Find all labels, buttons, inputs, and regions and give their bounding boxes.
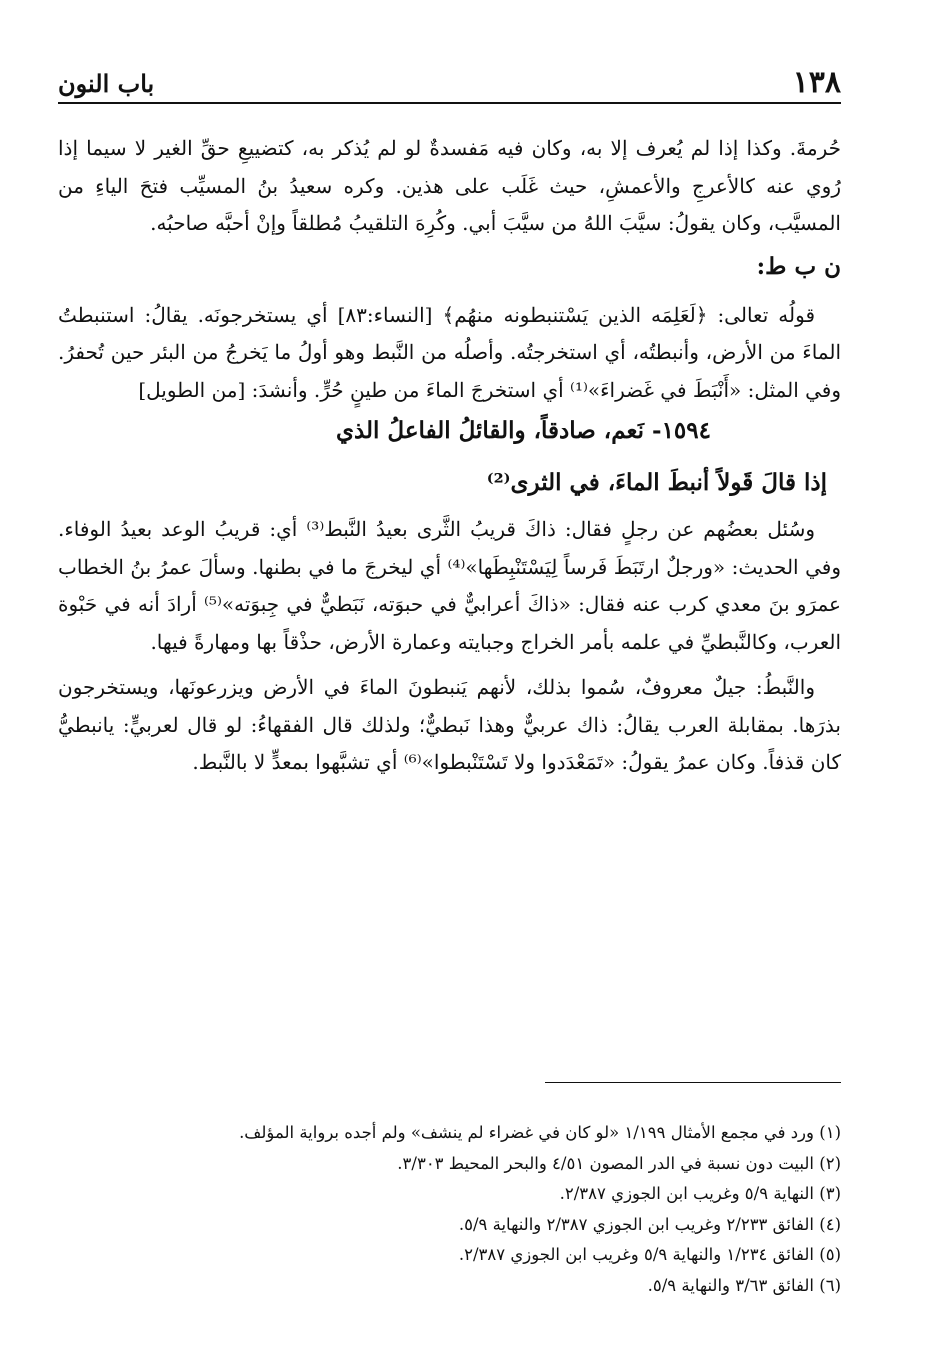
intro-paragraph: حُرمةَ. وكذا إذا لم يُعرف إلا به، وكان فيه مَفسدةٌ لو لم يُذكر به، كتضييعِ حقِّ الغير لا سيما إذا رُوي عنه كالأعرجِ والأعمشِ، حيث غَلَب على هذين. وكره سعيدُ بنُ المسيِّب فتحَ الياءِ من المسيَّب، وكان يقولُ: سيَّبَ اللهُ من سيَّبَ أبي. وكُرِهَ التلقيبُ مُطلقاً وإنْ أحبَّه صاحبُه. xyxy=(58,136,841,235)
paragraph-hadith: وسُئل بعضُهم عن رجلٍ فقال: ذاكَ قريبُ الثَّرى بعيدُ النَّبط⁽³⁾ أي: قريبُ الوعد بعيدُ الوفاء. وفي الحديث: «ورجلٌ ارتَبَطَ فَرساً لِيَسْتَنْبِطَها»⁽⁴⁾ أي ليخرجَ ما في بطنها. وسألَ عمرُ بنُ الخطاب عمرَو بنَ معدي كرب عنه فقال: «ذاكَ أعرابيٌّ في حبوَته، نَبَطيٌّ في جِبوَته»⁽⁵⁾ أرادَ أنه في حَبْوة العرب، وكالنَّبطيِّ في علمه بأمر الخراج وجبايته وعمارة الأرض، حذْقاً بها ومهارةً فيها. xyxy=(58,517,841,654)
footnotes xyxy=(60,1118,841,1301)
footnote-6: (٦) الفائق ٣/٦٣ والنهاية ٥/٩. xyxy=(647,1275,841,1295)
paragraph-nabat: والنَّبطُ: جيلٌ معروفٌ، سُموا بذلك، لأنهم يَنبطونَ الماءَ في الأرض ويزرعونَها، ويستخرجون بذرَها. بمقابلة العرب يقالُ: ذاك عربيٌّ وهذا نَبطيٌّ؛ ولذلك قال الفقهاءُ: لو قال لعربيٍّ: يانبطيُّ كان قذفاً. وكان عمرُ يقولُ: «تَمَعْدَدوا ولا تَسْتَنْبطوا»⁽⁶⁾ أي تشبَّهوا بمعدٍّ لا بالنَّبط. xyxy=(58,675,841,774)
footnote-3: (٣) النهاية ٥/٩ وغريب ابن الجوزي ٢/٣٨٧. xyxy=(559,1184,841,1203)
footnote-1: (١) ورد في مجمع الأمثال ١/١٩٩ «لو كان في غضراء لم ينشف» ولم أجده برواية المؤلف. xyxy=(239,1123,841,1142)
page-body xyxy=(58,130,841,782)
verse-line-1: ١٥٩٤- نَعم، صادقاً، والقائلُ الفاعلُ الذي xyxy=(335,417,711,444)
section-heading: ن ب ط: xyxy=(756,252,841,280)
page-header xyxy=(58,58,841,104)
chapter-title: باب النون xyxy=(58,69,155,98)
paragraph-istinbat: قولُه تعالى: ﴿لَعَلِمَه الذين يَسْتنبطونه منهُم﴾ [النساء:٨٣] أي يستخرجونَه. يقالُ: استنبطتُ الماءَ من الأرض، وأنبطتُه، أي استخرجتُه. وأصلُه من النَّبط وهو أولُ ما يَخرجُ من البئر حين تُحفرُ. وفي المثل: «أَنْبَطَ في غَضراءَ»⁽¹⁾ أي استخرجَ الماءَ من طينٍ حُرٍّ. وأنشدَ: [من الطويل] xyxy=(58,302,841,402)
footnote-4: (٤) الفائق ٢/٢٣٣ وغريب ابن الجوزي ٢/٣٨٧ والنهاية ٥/٩. xyxy=(458,1214,841,1234)
verse-line-2: إذا قالَ قَولاً أنبطَ الماءَ، في الثرى⁽²⁾ xyxy=(486,469,827,496)
footnote-5: (٥) الفائق ١/٢٣٤ والنهاية ٥/٩ وغريب ابن الجوزي ٢/٣٨٧. xyxy=(458,1245,841,1264)
footnote-2: (٢) البيت دون نسبة في الدر المصون ٤/٥١ والبحر المحيط ٣/٣٠٣. xyxy=(397,1153,841,1173)
page-number: ١٣٨ xyxy=(792,65,841,100)
footnote-divider xyxy=(545,1082,841,1083)
